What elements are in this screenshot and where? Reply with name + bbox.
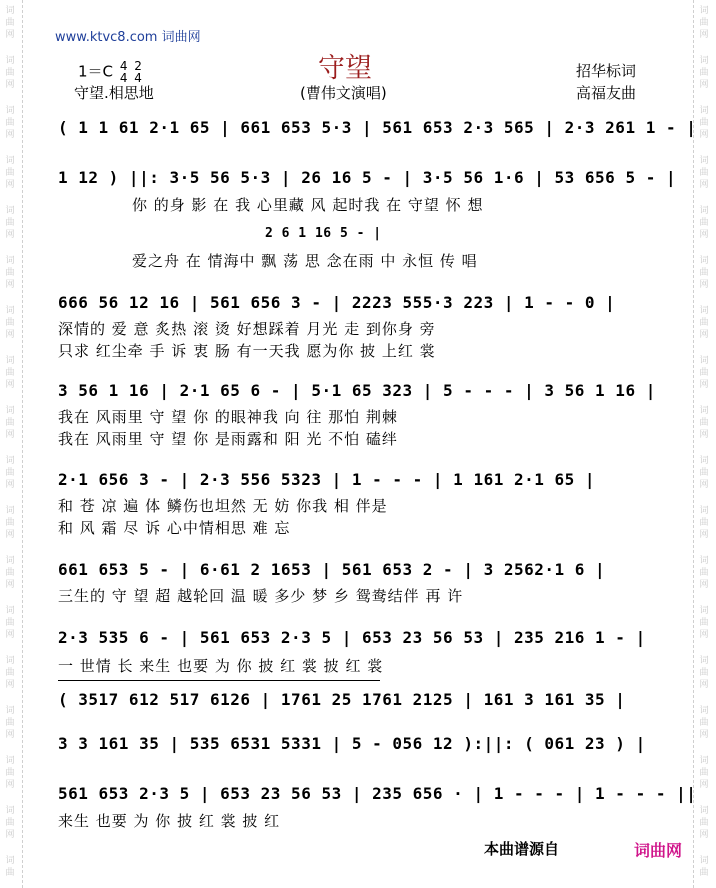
watermark-glyph: 网: [699, 630, 709, 640]
watermark-glyph: 曲: [5, 618, 15, 628]
score-line-3-lyric: 爱之舟 在 情海中 飘 荡 思 念在雨 中 永恒 传 唱: [132, 252, 478, 270]
score-line-5-notes: 3 56 1 16 | 2·1 65 6 - | 5·1 65 323 | 5 - - - | 3 56 1 16 |: [58, 381, 656, 400]
watermark-glyph: 曲: [699, 68, 709, 78]
key-text: 1＝C: [78, 62, 114, 81]
score-line-3-notes: 2 6 1 16 5 - |: [265, 226, 382, 241]
watermark-glyph: 词: [699, 806, 709, 816]
bracket-line: [58, 680, 380, 681]
watermark-glyph: 曲: [699, 18, 709, 28]
watermark-glyph: 网: [699, 30, 709, 40]
score-line-2-lyric: 你 的身 影 在 我 心里藏 风 起时我 在 守望 怀 想: [132, 196, 484, 214]
watermark-glyph: 曲: [5, 668, 15, 678]
watermark-glyph: 词: [5, 156, 15, 166]
watermark-glyph: 词: [699, 406, 709, 416]
watermark-glyph: 词: [5, 56, 15, 66]
watermark-glyph: 曲: [699, 318, 709, 328]
site-name: 词曲网: [161, 30, 201, 45]
watermark-glyph: 网: [699, 130, 709, 140]
watermark-glyph: 曲: [699, 568, 709, 578]
watermark-glyph: 曲: [5, 418, 15, 428]
time-signature-2: [134, 60, 142, 84]
watermark-glyph: 曲: [5, 868, 15, 878]
score-line-6-notes: 2·1 656 3 - | 2·3 556 5323 | 1 - - - | 1 161 2·1 65 |: [58, 470, 596, 489]
watermark-glyph: 曲: [5, 318, 15, 328]
watermark-glyph: 词: [5, 106, 15, 116]
score-line-6-lyric-1: 和 苍 凉 遍 体 鳞伤也坦然 无 妨 你我 相 伴是: [58, 497, 388, 515]
watermark-glyph: 网: [5, 230, 15, 240]
site-url-text[interactable]: www.ktvc8.com: [55, 30, 158, 45]
watermark-glyph: 词: [5, 706, 15, 716]
watermark-glyph: 词: [5, 556, 15, 566]
watermark-glyph: 词: [699, 856, 709, 866]
watermark-glyph: 词: [699, 6, 709, 16]
key-signature: [78, 60, 142, 84]
watermark-glyph: 网: [5, 80, 15, 90]
score-line-4-lyric-2: 只求 红尘牵 手 诉 衷 肠 有一天我 愿为你 披 上红 裳: [58, 342, 436, 360]
watermark-glyph: 网: [699, 280, 709, 290]
watermark-glyph: 曲: [699, 368, 709, 378]
score-line-7-notes: 661 653 5 - | 6·61 2 1653 | 561 653 2 - | 3 2562·1 6 |: [58, 560, 606, 579]
watermark-glyph: 网: [5, 30, 15, 40]
score-line-6-lyric-2: 和 风 霜 尽 诉 心中情相思 难 忘: [58, 519, 291, 537]
watermark-glyph: 曲: [5, 168, 15, 178]
watermark-glyph: 曲: [699, 218, 709, 228]
watermark-glyph: 网: [5, 330, 15, 340]
watermark-glyph: 词: [699, 306, 709, 316]
watermark-glyph: 网: [699, 480, 709, 490]
watermark-glyph: 词: [5, 256, 15, 266]
score-line-11-lyric: 来生 也要 为 你 披 红 裳 披 红: [58, 812, 281, 830]
watermark-glyph: 曲: [699, 268, 709, 278]
watermark-glyph: 网: [5, 530, 15, 540]
watermark-glyph: 曲: [5, 118, 15, 128]
watermark-glyph: 网: [5, 430, 15, 440]
watermark-glyph: 曲: [699, 718, 709, 728]
watermark-glyph: 词: [5, 506, 15, 516]
watermark-glyph: 曲: [5, 768, 15, 778]
watermark-glyph: 曲: [5, 68, 15, 78]
watermark-glyph: 词: [699, 556, 709, 566]
watermark-glyph: 网: [699, 830, 709, 840]
watermark-glyph: 曲: [699, 668, 709, 678]
singer: (曹伟文演唱): [300, 84, 387, 102]
watermark-glyph: 曲: [699, 118, 709, 128]
watermark-glyph: 网: [699, 580, 709, 590]
watermark-glyph: 曲: [5, 468, 15, 478]
score-line-4-notes: 666 56 12 16 | 561 656 3 - | 2223 555·3 223 | 1 - - 0 |: [58, 293, 616, 312]
watermark-glyph: 曲: [699, 518, 709, 528]
watermark-glyph: 网: [699, 530, 709, 540]
watermark-glyph: 曲: [699, 168, 709, 178]
watermark-glyph: 词: [5, 406, 15, 416]
watermark-column-left: [0, 0, 23, 888]
footer-logo[interactable]: 词曲网: [634, 841, 683, 860]
watermark-glyph: 网: [699, 780, 709, 790]
song-title: 守望: [318, 53, 372, 84]
watermark-glyph: 词: [5, 756, 15, 766]
score-line-2-notes: 1 12 ) ||: 3·5 56 5·3 | 26 16 5 - | 3·5 56 1·6 | 53 656 5 - |: [58, 168, 677, 187]
watermark-glyph: 曲: [5, 218, 15, 228]
watermark-glyph: 网: [5, 830, 15, 840]
watermark-glyph: 词: [699, 156, 709, 166]
watermark-glyph: 词: [699, 456, 709, 466]
watermark-glyph: 词: [699, 756, 709, 766]
watermark-glyph: 曲: [699, 468, 709, 478]
watermark-glyph: 曲: [5, 18, 15, 28]
watermark-glyph: 网: [699, 430, 709, 440]
watermark-glyph: 词: [699, 106, 709, 116]
watermark-glyph: 词: [5, 306, 15, 316]
watermark-glyph: 词: [5, 356, 15, 366]
lyricist: 招华标词: [576, 62, 637, 80]
watermark-glyph: 曲: [699, 868, 709, 878]
watermark-glyph: 曲: [5, 518, 15, 528]
watermark-glyph: 词: [699, 256, 709, 266]
watermark-glyph: 词: [5, 856, 15, 866]
watermark-glyph: 词: [5, 656, 15, 666]
watermark-glyph: 曲: [5, 818, 15, 828]
subtitle: 守望.相思地: [74, 84, 154, 102]
watermark-glyph: 曲: [699, 418, 709, 428]
watermark-glyph: 网: [5, 630, 15, 640]
watermark-glyph: 网: [699, 730, 709, 740]
watermark-glyph: 网: [699, 380, 709, 390]
watermark-glyph: 网: [5, 480, 15, 490]
score-line-1-notes: ( 1 1 61 2·1 65 | 661 653 5·3 | 561 653 2·3 565 | 2·3 261 1 - |: [58, 118, 697, 137]
score-line-7-lyric: 三生的 守 望 超 越轮回 温 暖 多少 梦 乡 鸳鸯结伴 再 许: [58, 587, 464, 605]
time-sig-2-top: 2: [134, 59, 142, 73]
watermark-glyph: 曲: [5, 568, 15, 578]
watermark-glyph: 曲: [699, 818, 709, 828]
watermark-glyph: 曲: [699, 768, 709, 778]
watermark-glyph: 网: [5, 180, 15, 190]
time-sig-2-bottom: 4: [134, 71, 142, 85]
score-line-5-lyric-2: 我在 风雨里 守 望 你 是雨露和 阳 光 不怕 磕绊: [58, 430, 398, 448]
watermark-glyph: 词: [699, 206, 709, 216]
watermark-glyph: 网: [5, 680, 15, 690]
watermark-glyph: 词: [699, 706, 709, 716]
watermark-glyph: 网: [699, 680, 709, 690]
score-line-9-notes: ( 3517 612 517 6126 | 1761 25 1761 2125 | 161 3 161 35 |: [58, 690, 626, 709]
watermark-glyph: 网: [5, 580, 15, 590]
score-line-8-lyric: 一 世情 长 来生 也要 为 你 披 红 裳 披 红 裳: [58, 657, 384, 675]
watermark-column-right: [693, 0, 716, 888]
score-line-11-notes: 561 653 2·3 5 | 653 23 56 53 | 235 656 · | 1 - - - | 1 - - - ||: [58, 784, 697, 803]
score-line-10-notes: 3 3 161 35 | 535 6531 5331 | 5 - 056 12 ):||: ( 061 23 ) |: [58, 734, 646, 753]
watermark-glyph: 网: [5, 130, 15, 140]
watermark-glyph: 词: [699, 506, 709, 516]
watermark-glyph: 网: [699, 80, 709, 90]
watermark-glyph: 曲: [5, 368, 15, 378]
watermark-glyph: 词: [5, 606, 15, 616]
watermark-glyph: 词: [5, 6, 15, 16]
score-line-4-lyric-1: 深情的 爱 意 炙热 滚 烫 好想踩着 月光 走 到你身 旁: [58, 320, 436, 338]
time-signature-1: [120, 60, 128, 84]
watermark-glyph: 词: [5, 806, 15, 816]
watermark-glyph: 词: [5, 456, 15, 466]
time-sig-1-top: 4: [119, 59, 128, 73]
site-url[interactable]: [55, 26, 201, 45]
watermark-glyph: 网: [699, 180, 709, 190]
watermark-glyph: 网: [5, 380, 15, 390]
watermark-glyph: 词: [699, 356, 709, 366]
watermark-glyph: 曲: [5, 268, 15, 278]
source-label: 本曲谱源自: [484, 840, 560, 858]
watermark-glyph: 词: [699, 56, 709, 66]
watermark-glyph: 词: [699, 606, 709, 616]
watermark-glyph: 网: [699, 230, 709, 240]
score-line-5-lyric-1: 我在 风雨里 守 望 你 的眼神我 向 往 那怕 荆棘: [58, 408, 398, 426]
score-line-8-notes: 2·3 535 6 - | 561 653 2·3 5 | 653 23 56 53 | 235 216 1 - |: [58, 628, 646, 647]
watermark-glyph: 网: [699, 330, 709, 340]
watermark-glyph: 网: [5, 780, 15, 790]
composer: 高福友曲: [576, 84, 637, 102]
watermark-glyph: 网: [5, 730, 15, 740]
watermark-glyph: 词: [5, 206, 15, 216]
watermark-glyph: 词: [699, 656, 709, 666]
watermark-glyph: 网: [5, 280, 15, 290]
watermark-glyph: 曲: [699, 618, 709, 628]
time-sig-1-bottom: 4: [119, 71, 128, 85]
watermark-glyph: 曲: [5, 718, 15, 728]
